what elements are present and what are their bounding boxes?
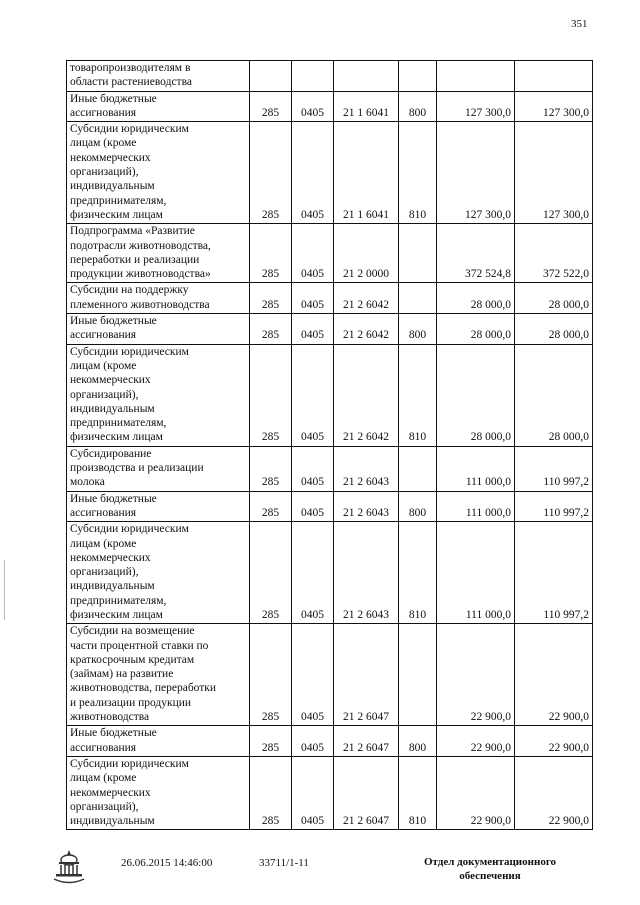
cell-name: Иные бюджетные ассигнования [67,314,250,345]
cell-expense-type: 810 [399,522,437,624]
cell-planned-amount: 22 900,0 [437,726,515,757]
cell-expense-type: 800 [399,726,437,757]
cell-planned-amount: 22 900,0 [437,624,515,726]
cell-admin-code: 285 [250,726,292,757]
cell-planned-amount: 111 000,0 [437,446,515,491]
cell-target-article: 21 2 6042 [334,283,399,314]
table-row [67,224,593,283]
cell-section-code: 0405 [292,624,334,726]
cell-section-code: 0405 [292,726,334,757]
cell-admin-code [250,61,292,92]
cell-target-article: 21 2 6043 [334,446,399,491]
scan-edge-mark [4,560,5,620]
cell-name: Субсидирование производства и реализации молока [67,446,250,491]
cell-planned-amount: 22 900,0 [437,756,515,829]
budget-table [66,60,593,830]
cell-name: Иные бюджетные ассигнования [67,91,250,122]
cell-planned-amount: 127 300,0 [437,91,515,122]
cell-expense-type: 810 [399,122,437,224]
cell-executed-amount: 110 997,2 [515,522,593,624]
cell-admin-code: 285 [250,491,292,522]
cell-section-code: 0405 [292,314,334,345]
cell-admin-code: 285 [250,314,292,345]
cell-planned-amount: 111 000,0 [437,522,515,624]
cell-name: Субсидии на возмещение части процентной ставки по краткосрочным кредитам (займам) на развитие животноводства, переработки и реализации продукции животноводства [67,624,250,726]
cell-expense-type [399,446,437,491]
cell-target-article: 21 2 0000 [334,224,399,283]
table-row [67,446,593,491]
cell-executed-amount: 22 900,0 [515,726,593,757]
cell-admin-code: 285 [250,446,292,491]
cell-executed-amount: 22 900,0 [515,756,593,829]
table-row [67,624,593,726]
table-row [67,122,593,224]
cell-name: Подпрограмма «Развитие подотрасли животноводства, переработки и реализации продукции животноводства» [67,224,250,283]
cell-target-article: 21 1 6041 [334,122,399,224]
cell-expense-type: 810 [399,344,437,446]
cell-planned-amount: 372 524,8 [437,224,515,283]
cell-expense-type [399,624,437,726]
cell-section-code: 0405 [292,283,334,314]
cell-target-article [334,61,399,92]
cell-section-code [292,61,334,92]
cell-section-code: 0405 [292,344,334,446]
cell-expense-type: 800 [399,314,437,345]
page-number: 351 [571,18,588,30]
cell-section-code: 0405 [292,491,334,522]
cell-target-article: 21 1 6041 [334,91,399,122]
footer-doc-code: 33711/1-11 [259,857,309,869]
cell-section-code: 0405 [292,224,334,283]
cell-target-article: 21 2 6043 [334,491,399,522]
cell-planned-amount: 28 000,0 [437,344,515,446]
table-row [67,344,593,446]
cell-planned-amount [437,61,515,92]
cell-target-article: 21 2 6042 [334,314,399,345]
cell-section-code: 0405 [292,91,334,122]
footer-department-text: Отдел документационного обеспечения [423,856,557,882]
cell-expense-type [399,283,437,314]
cell-target-article: 21 2 6047 [334,756,399,829]
cell-executed-amount: 127 300,0 [515,122,593,224]
cell-target-article: 21 2 6047 [334,624,399,726]
footer-department [410,855,570,883]
cell-planned-amount: 111 000,0 [437,491,515,522]
cell-executed-amount: 110 997,2 [515,446,593,491]
table-row [67,491,593,522]
cell-admin-code: 285 [250,344,292,446]
cell-name: Иные бюджетные ассигнования [67,726,250,757]
cell-executed-amount: 127 300,0 [515,91,593,122]
cell-name: Субсидии юридическим лицам (кроме некоммерческих организаций), индивидуальным [67,756,250,829]
cell-admin-code: 285 [250,624,292,726]
cell-executed-amount [515,61,593,92]
cell-section-code: 0405 [292,756,334,829]
cell-executed-amount: 110 997,2 [515,491,593,522]
cell-executed-amount: 28 000,0 [515,314,593,345]
cell-expense-type: 810 [399,756,437,829]
cell-executed-amount: 28 000,0 [515,283,593,314]
cell-admin-code: 285 [250,522,292,624]
cell-name: товаропроизводителям в области растениеводства [67,61,250,92]
cell-name: Субсидии юридическим лицам (кроме некоммерческих организаций), индивидуальным предпринимателям, физическим лицам [67,122,250,224]
cell-target-article: 21 2 6047 [334,726,399,757]
cell-admin-code: 285 [250,224,292,283]
cell-expense-type: 800 [399,491,437,522]
table-row [67,283,593,314]
cell-executed-amount: 22 900,0 [515,624,593,726]
cell-expense-type: 800 [399,91,437,122]
cell-admin-code: 285 [250,283,292,314]
cell-planned-amount: 127 300,0 [437,122,515,224]
cell-admin-code: 285 [250,122,292,224]
cell-name: Иные бюджетные ассигнования [67,491,250,522]
duma-emblem-icon [50,846,88,886]
table-row [67,61,593,92]
table-row [67,91,593,122]
table-row [67,522,593,624]
cell-planned-amount: 28 000,0 [437,283,515,314]
footer-datetime: 26.06.2015 14:46:00 [121,857,213,869]
cell-planned-amount: 28 000,0 [437,314,515,345]
cell-executed-amount: 372 522,0 [515,224,593,283]
cell-section-code: 0405 [292,522,334,624]
cell-section-code: 0405 [292,446,334,491]
table-row [67,726,593,757]
cell-name: Субсидии юридическим лицам (кроме некоммерческих организаций), индивидуальным предпринимателям, физическим лицам [67,522,250,624]
cell-admin-code: 285 [250,756,292,829]
cell-name: Субсидии на поддержку племенного животноводства [67,283,250,314]
cell-target-article: 21 2 6043 [334,522,399,624]
cell-expense-type [399,61,437,92]
cell-executed-amount: 28 000,0 [515,344,593,446]
cell-target-article: 21 2 6042 [334,344,399,446]
table-row [67,314,593,345]
cell-section-code: 0405 [292,122,334,224]
cell-name: Субсидии юридическим лицам (кроме некоммерческих организаций), индивидуальным предпринимателям, физическим лицам [67,344,250,446]
cell-expense-type [399,224,437,283]
table-row [67,756,593,829]
cell-admin-code: 285 [250,91,292,122]
